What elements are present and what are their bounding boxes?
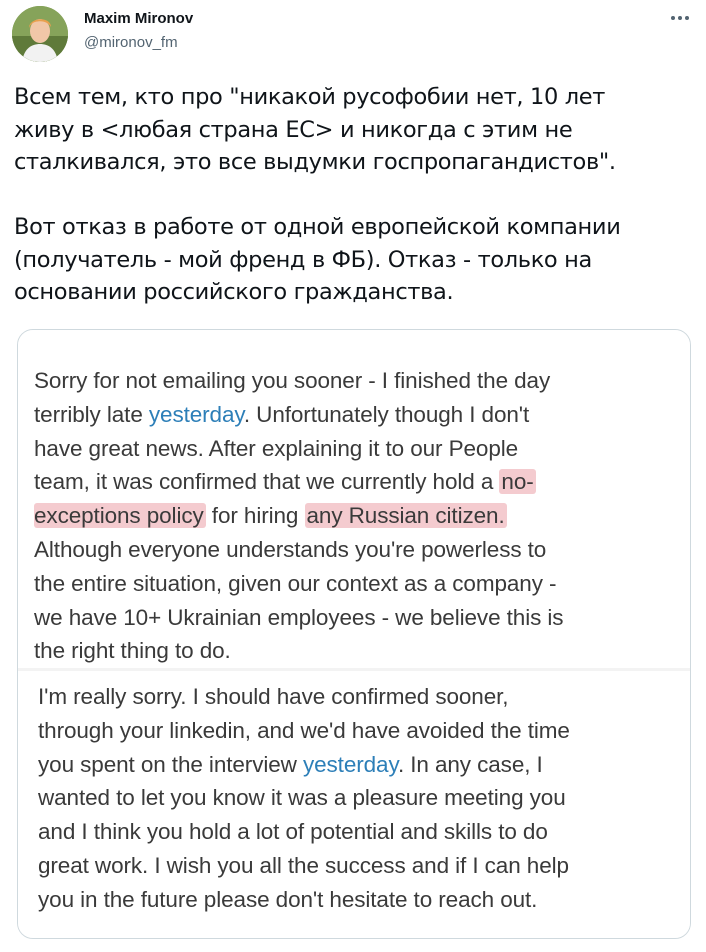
- yesterday-link: yesterday: [148, 401, 244, 427]
- more-dot-icon: [678, 16, 682, 20]
- email-line: and I think you hold a lot of potential and skills to do: [38, 819, 548, 845]
- email-line: exceptions policy for hiring any Russian citizen.: [34, 503, 505, 529]
- email-line: we have 10+ Ukrainian employees - we believe this is: [34, 604, 564, 630]
- author-name[interactable]: Maxim Mironov: [84, 10, 194, 27]
- tweet-line: (получатель - мой френд в ФБ). Отказ - только на: [14, 246, 592, 273]
- email-screenshot-1: [18, 330, 691, 668]
- email-line: wanted to let you know it was a pleasure meeting you: [38, 785, 566, 811]
- tweet-text: [14, 81, 694, 309]
- email-line: have great news. After explaining it to our People: [34, 435, 519, 461]
- tweet-line: Всем тем, кто про "никакой русофобии нет, 10 лет: [14, 84, 606, 110]
- attached-image[interactable]: [17, 329, 691, 939]
- email-line: team, it was confirmed that we currently hold a no-: [34, 469, 534, 495]
- email-line: terribly late yesterday. Unfortunately though I don't: [34, 401, 530, 427]
- tweet-header: [0, 0, 706, 72]
- tweet-line: Вот отказ в работе от одной европейской компании: [14, 214, 621, 240]
- email-line: Sorry for not emailing you sooner - I finished the day: [34, 368, 551, 393]
- author-handle[interactable]: @mironov_fm: [84, 34, 178, 51]
- email-line: through your linkedin, and we'd have avoided the time: [38, 717, 570, 743]
- email-line: you spent on the interview yesterday. In any case, I: [38, 751, 543, 777]
- tweet-line: живу в <любая страна ЕС> и никогда с этим не: [14, 116, 573, 143]
- tweet-line: сталкивался, это все выдумки госпропагандистов".: [14, 149, 616, 175]
- more-dot-icon: [671, 16, 675, 20]
- email-line: the entire situation, given our context as a company -: [34, 570, 557, 596]
- more-options-button[interactable]: [664, 6, 696, 30]
- more-dot-icon: [685, 16, 689, 20]
- highlighted-text: any Russian citizen.: [306, 503, 505, 529]
- highlighted-text: no-: [501, 469, 534, 495]
- email-line: great work. I wish you all the success and if I can help: [38, 852, 569, 878]
- email-line: the right thing to do.: [34, 638, 231, 664]
- avatar[interactable]: [12, 6, 68, 62]
- email-line: I'm really sorry. I should have confirmed sooner,: [38, 684, 509, 709]
- tweet-line: основании российского гражданства.: [14, 279, 454, 305]
- email-screenshot-2: [18, 671, 691, 939]
- email-line: you in the future please don't hesitate to reach out.: [38, 886, 538, 912]
- yesterday-link: yesterday: [302, 751, 398, 777]
- highlighted-text: exceptions policy: [34, 503, 204, 529]
- email-line: Although everyone understands you're powerless to: [34, 536, 547, 562]
